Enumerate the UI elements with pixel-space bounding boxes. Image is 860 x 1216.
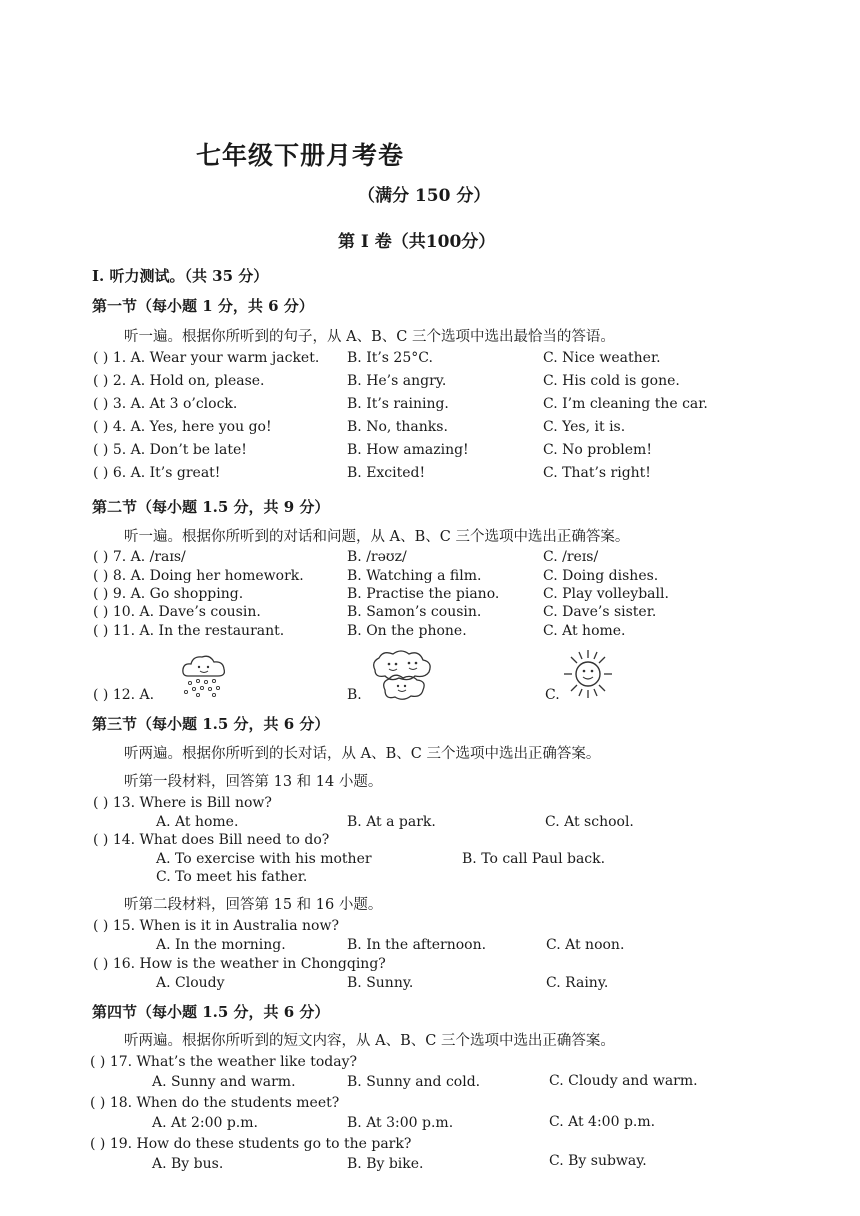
q14-stem: ( ) 14. What does Bill need to do? bbox=[93, 832, 330, 848]
q6-b: B. Excited! bbox=[347, 465, 426, 481]
q16-c: C. Rainy. bbox=[546, 975, 609, 991]
q14-a: A. To exercise with his mother bbox=[156, 851, 372, 867]
section2-title: 第二节（每小题 1.5 分，共 9 分） bbox=[92, 498, 330, 516]
section4-instructions: 听两遍。根据你所听到的短文内容，从 A、B、C 三个选项中选出正确答案。 bbox=[124, 1033, 615, 1049]
rain-cloud-icon bbox=[178, 650, 230, 700]
q16-a: A. Cloudy bbox=[156, 975, 225, 991]
q17-b: B. Sunny and cold. bbox=[347, 1074, 481, 1090]
q3-a: ( ) 3. A. At 3 o’clock. bbox=[93, 396, 238, 412]
sun-icon bbox=[561, 648, 615, 700]
q18-c: C. At 4:00 p.m. bbox=[549, 1114, 656, 1130]
q10-a: ( ) 10. A. Dave’s cousin. bbox=[93, 604, 261, 620]
q12-c-label: C. bbox=[545, 687, 560, 703]
section1-title: 第一节（每小题 1 分，共 6 分） bbox=[92, 297, 314, 315]
q15-stem: ( ) 15. When is it in Australia now? bbox=[93, 918, 339, 934]
q19-a: A. By bus. bbox=[152, 1156, 224, 1172]
page-title: 七年级下册月考卷 bbox=[196, 141, 405, 170]
q6-c: C. That’s right! bbox=[543, 465, 651, 481]
q13-stem: ( ) 13. Where is Bill now? bbox=[93, 795, 272, 811]
q15-a: A. In the morning. bbox=[156, 937, 286, 953]
q5-c: C. No problem! bbox=[543, 442, 652, 458]
q12-a-label: ( ) 12. A. bbox=[93, 687, 155, 703]
q4-a: ( ) 4. A. Yes, here you go! bbox=[93, 419, 272, 435]
q9-a: ( ) 9. A. Go shopping. bbox=[93, 586, 244, 602]
q10-b: B. Samon’s cousin. bbox=[347, 604, 482, 620]
q17-a: A. Sunny and warm. bbox=[152, 1074, 296, 1090]
q8-b: B. Watching a film. bbox=[347, 568, 482, 584]
q1-b: B. It’s 25°C. bbox=[347, 350, 433, 366]
q19-b: B. By bike. bbox=[347, 1156, 424, 1172]
section4-title: 第四节（每小题 1.5 分，共 6 分） bbox=[92, 1003, 330, 1021]
q4-c: C. Yes, it is. bbox=[543, 419, 626, 435]
section3-title: 第三节（每小题 1.5 分，共 6 分） bbox=[92, 715, 330, 733]
q18-stem: ( ) 18. When do the students meet? bbox=[90, 1095, 340, 1111]
q8-c: C. Doing dishes. bbox=[543, 568, 659, 584]
q4-b: B. No, thanks. bbox=[347, 419, 448, 435]
q6-a: ( ) 6. A. It’s great! bbox=[93, 465, 221, 481]
q17-c: C. Cloudy and warm. bbox=[549, 1073, 698, 1089]
section3-material2: 听第二段材料，回答第 15 和 16 小题。 bbox=[124, 897, 383, 913]
q13-c: C. At school. bbox=[545, 814, 634, 830]
q7-b: B. /rəʊz/ bbox=[347, 549, 407, 565]
q3-c: C. I’m cleaning the car. bbox=[543, 396, 708, 412]
q11-b: B. On the phone. bbox=[347, 623, 467, 639]
q2-a: ( ) 2. A. Hold on, please. bbox=[93, 373, 265, 389]
q19-stem: ( ) 19. How do these students go to the park? bbox=[90, 1136, 412, 1152]
q7-a: ( ) 7. A. /raɪs/ bbox=[93, 549, 186, 565]
q9-c: C. Play volleyball. bbox=[543, 586, 669, 602]
q1-c: C. Nice weather. bbox=[543, 350, 661, 366]
cloud-faces-icon bbox=[369, 648, 437, 702]
section1-instructions: 听一遍。根据你所听到的句子，从 A、B、C 三个选项中选出最恰当的答语。 bbox=[124, 329, 615, 345]
q5-b: B. How amazing! bbox=[347, 442, 469, 458]
q8-a: ( ) 8. A. Doing her homework. bbox=[93, 568, 304, 584]
q14-b: B. To call Paul back. bbox=[462, 851, 606, 867]
q14-c: C. To meet his father. bbox=[156, 869, 308, 885]
q5-a: ( ) 5. A. Don’t be late! bbox=[93, 442, 247, 458]
q1-a: ( ) 1. A. Wear your warm jacket. bbox=[93, 350, 320, 366]
q19-c: C. By subway. bbox=[549, 1153, 647, 1169]
volume-title: 第 I 卷（共100分） bbox=[338, 232, 496, 252]
q16-b: B. Sunny. bbox=[347, 975, 414, 991]
q9-b: B. Practise the piano. bbox=[347, 586, 500, 602]
q13-b: B. At a park. bbox=[347, 814, 436, 830]
q2-b: B. He’s angry. bbox=[347, 373, 447, 389]
q18-b: B. At 3:00 p.m. bbox=[347, 1115, 454, 1131]
section2-instructions: 听一遍。根据你所听到的对话和问题，从 A、B、C 三个选项中选出正确答案。 bbox=[124, 529, 630, 545]
part1-title: I. 听力测试。（共 35 分） bbox=[92, 267, 269, 285]
q17-stem: ( ) 17. What’s the weather like today? bbox=[90, 1054, 358, 1070]
q12-b-label: B. bbox=[347, 687, 362, 703]
q15-b: B. In the afternoon. bbox=[347, 937, 487, 953]
section3-material1: 听第一段材料，回答第 13 和 14 小题。 bbox=[124, 774, 383, 790]
q11-c: C. At home. bbox=[543, 623, 626, 639]
full-score: （满分 150 分） bbox=[358, 186, 491, 206]
q7-c: C. /reɪs/ bbox=[543, 549, 599, 565]
q3-b: B. It’s raining. bbox=[347, 396, 449, 412]
q11-a: ( ) 11. A. In the restaurant. bbox=[93, 623, 285, 639]
q10-c: C. Dave’s sister. bbox=[543, 604, 657, 620]
q18-a: A. At 2:00 p.m. bbox=[152, 1115, 258, 1131]
section3-instructions: 听两遍。根据你所听到的长对话，从 A、B、C 三个选项中选出正确答案。 bbox=[124, 746, 601, 762]
q13-a: A. At home. bbox=[156, 814, 239, 830]
q16-stem: ( ) 16. How is the weather in Chongqing? bbox=[93, 956, 386, 972]
q2-c: C. His cold is gone. bbox=[543, 373, 680, 389]
q15-c: C. At noon. bbox=[546, 937, 625, 953]
